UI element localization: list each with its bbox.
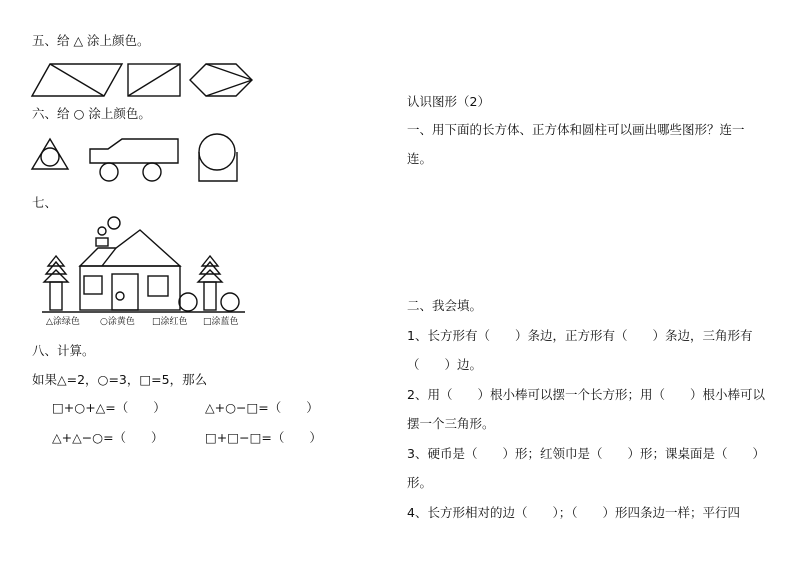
fill-line-4: 摆一个三角形。: [407, 416, 495, 431]
calc-item-2: △+○−□=（ ）: [205, 400, 319, 415]
legend-blue: □涂蓝色: [203, 317, 239, 327]
roof-inner-line: [102, 248, 116, 266]
legend-green: △涂绿色: [46, 317, 80, 327]
fill-line-3: 2、用（ ）根小棒可以摆一个长方形；用（ ）根小棒可以: [407, 387, 765, 402]
question-7: 七、: [32, 195, 58, 210]
cylinder-base-shape: [199, 152, 237, 181]
bush-right: [221, 293, 239, 311]
question-5: 五、给 △ 涂上颜色。: [32, 33, 150, 48]
smoke-small: [98, 227, 106, 235]
bush-left: [179, 293, 197, 311]
right-q1-line2: 连。: [407, 151, 433, 166]
right-q1-line1: 一、用下面的长方体、正方体和圆柱可以画出哪些图形？连一: [407, 122, 745, 137]
right-title: 认识图形（2）: [407, 94, 490, 109]
house-roof: [80, 230, 180, 266]
window-left: [84, 276, 102, 294]
tree-left-trunk: [50, 282, 62, 310]
fill-line-6: 形。: [407, 475, 433, 490]
car-wheel-left: [100, 163, 118, 181]
fill-line-2: （ ）边。: [407, 357, 483, 372]
window-right: [148, 276, 168, 296]
car-wheel-right: [143, 163, 161, 181]
circle-in-triangle: [41, 148, 59, 166]
right-q2-title: 二、我会填。: [407, 298, 483, 313]
calc-item-4: □+□−□=（ ）: [205, 430, 322, 445]
calc-item-1: □+○+△=（ ）: [52, 400, 166, 415]
triangle-shape: [32, 139, 68, 169]
fill-line-7: 4、长方形相对的边（ ）；（ ）形四条边一样；平行四: [407, 505, 740, 520]
big-circle-shape: [199, 134, 235, 170]
hexagon-line-1: [206, 64, 252, 80]
shapes-row-circles: [30, 135, 280, 190]
door-knob: [116, 292, 124, 300]
hexagon-line-2: [206, 80, 252, 96]
smoke-big: [108, 217, 120, 229]
house-wall: [80, 266, 180, 310]
chimney: [96, 238, 108, 246]
fill-line-5: 3、硬币是（ ）形；红领巾是（ ）形；课桌面是（ ）: [407, 446, 765, 461]
rectangle-diagonal: [128, 64, 180, 96]
car-body-shape: [90, 139, 178, 163]
shapes-row-triangles: [30, 60, 280, 100]
legend-yellow: ○涂黄色: [100, 317, 135, 327]
question-8-title: 八、计算。: [32, 343, 95, 358]
parallelogram-diagonal: [50, 64, 104, 96]
question-6: 六、给 ○ 涂上颜色。: [32, 106, 151, 121]
door: [112, 274, 138, 310]
tree-right-trunk: [204, 282, 216, 310]
house-picture: [40, 218, 260, 318]
calc-item-3: △+△−○=（ ）: [52, 430, 164, 445]
question-8-given: 如果△=2，○=3，□=5，那么: [32, 372, 208, 387]
legend-red: □涂红色: [152, 317, 188, 327]
fill-line-1: 1、长方形有（ ）条边，正方形有（ ）条边，三角形有: [407, 328, 753, 343]
